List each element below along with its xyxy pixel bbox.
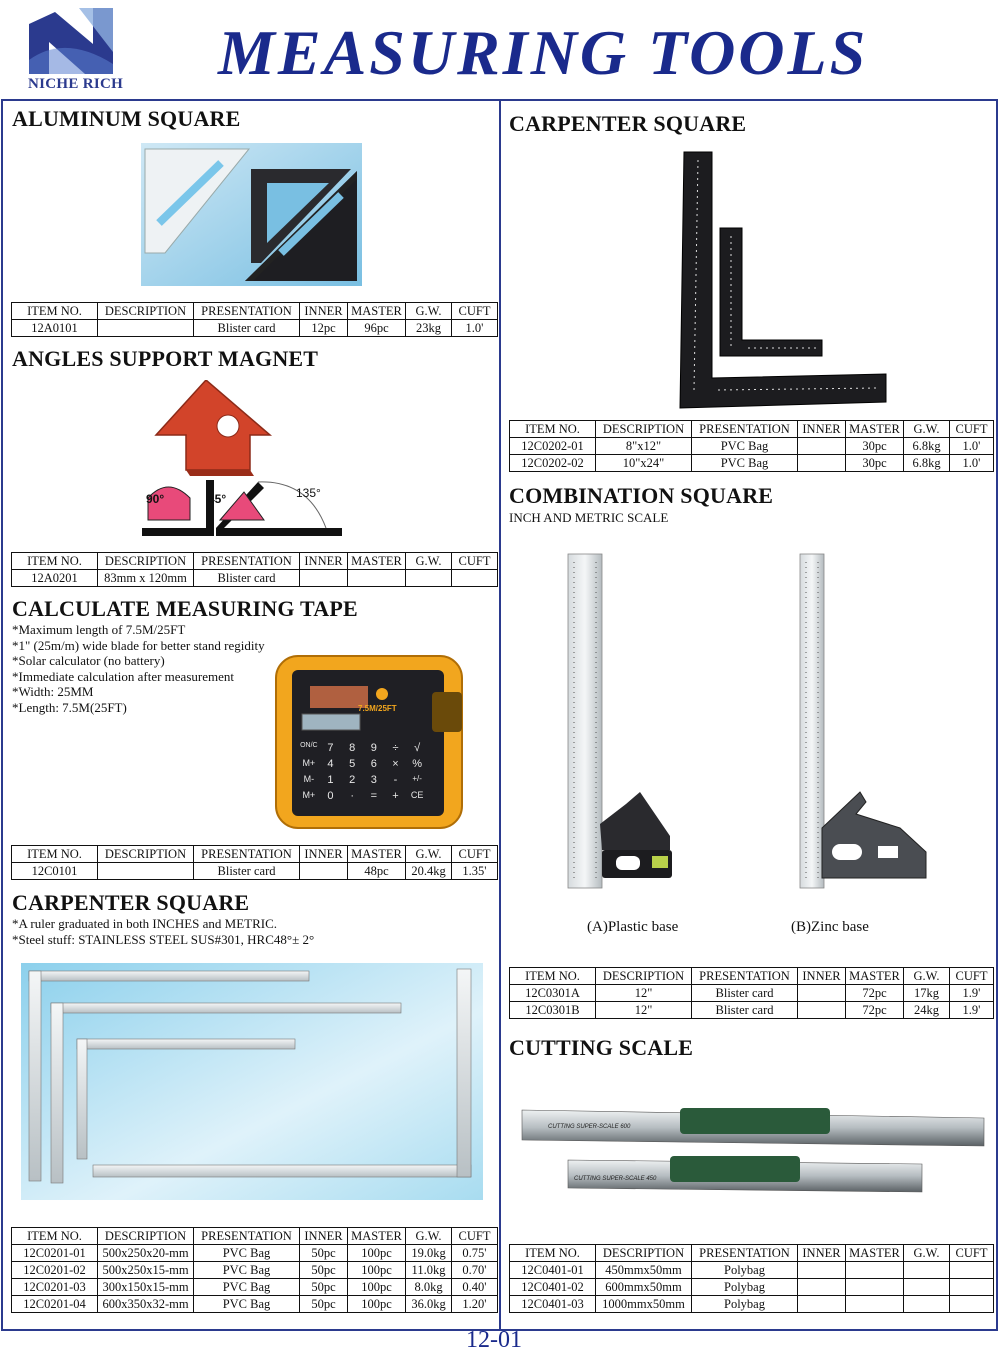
col-item-no: ITEM NO. [12, 303, 98, 320]
carpenter-square-right-table: ITEM NO. DESCRIPTION PRESENTATION INNER MASTER G.W. CUFT 12C0202-01 8"x12" PVC Bag 30pc 6.8kg 1.0' 12C0202-02 10"x24" PVC Bag 30pc 6.8kg 1.0' [509, 420, 994, 472]
angle-45-label: 45° [208, 492, 227, 506]
col-inner: INNER [300, 303, 348, 320]
page-number: 12-01 [466, 1327, 522, 1353]
table-row: 12A0201 83mm x 120mm Blister card [12, 570, 498, 587]
calculator-keypad: ON/C 7 8 9 ÷ √ M+ 4 5 6 × % M- 1 2 3 - +/- M+ 0 · = + CE [300, 742, 424, 802]
angles-magnet-table: ITEM NO. DESCRIPTION PRESENTATION INNER MASTER G.W. CUFT 12A0201 83mm x 120mm Blister card [11, 552, 498, 587]
measuring-tape-image [272, 652, 468, 838]
table-row: 12C0202-02 10"x24" PVC Bag 30pc 6.8kg 1.0' [510, 455, 994, 472]
col-cuft: CUFT [452, 303, 498, 320]
angles-magnet-image [138, 380, 348, 542]
carpenter-square-left-table: ITEM NO. DESCRIPTION PRESENTATION INNER MASTER G.W. CUFT 12C0201-01 500x250x20-mm PVC Bag 50pc 100pc 19.0kg 0.75' 12C0201-02 500x250x15-mm PVC Bag 50pc 100pc 11.0kg 0.70' 12C0201-03 300x150x15-mm PVC Bag 50pc 100pc 8.0kg 0.40' 12C0201-04 600x350x32-mm PVC Bag 50pc 100pc 36.0kg 1.20' [11, 1227, 498, 1313]
combination-square-title: COMBINATION SQUARE [509, 483, 774, 508]
brand-name: NICHE RICH [28, 76, 124, 92]
tape-size-label: 7.5M/25FT [358, 704, 397, 713]
col-presentation: PRESENTATION [194, 303, 300, 320]
cutting-scale-image [520, 1104, 986, 1200]
tape-features: *Maximum length of 7.5M/25FT *1" (25m/m) wide blade for better stand regidity *Solar calculator (no battery) *Immediate calculation after measurement *Width: 25MM *Length: 7.5M(25FT) [12, 622, 265, 715]
cutting-scale-title: CUTTING SCALE [509, 1035, 694, 1060]
table-row: 12A0101 Blister card 12pc 96pc 23kg 1.0' [12, 320, 498, 337]
table-row: 12C0201-01 500x250x20-mm PVC Bag 50pc 100pc 19.0kg 0.75' [12, 1245, 498, 1262]
plastic-base-caption: (A)Plastic base [587, 919, 679, 935]
cutting-scale-450-label: CUTTING SUPER-SCALE 450 [574, 1176, 657, 1182]
angle-135-label: 135° [296, 486, 321, 500]
carpenter-square-features: *A ruler graduated in both INCHES and METRIC. *Steel stuff: STAINLESS STEEL SUS#301, HRC48°± 2° [12, 916, 315, 947]
table-row: 12C0401-01 450mmx50mm Polybag [510, 1262, 994, 1279]
page-title: MEASURING TOOLS [218, 17, 869, 88]
table-row: 12C0301B 12" Blister card 72pc 24kg 1.9' [510, 1002, 994, 1019]
angles-magnet-title: ANGLES SUPPORT MAGNET [12, 346, 319, 371]
combination-square-image [560, 552, 940, 892]
aluminum-square-table [11, 302, 498, 337]
aluminum-square-title: ALUMINUM SQUARE [12, 106, 241, 131]
carpenter-square-left-image [21, 963, 483, 1200]
cutting-scale-600-label: CUTTING SUPER-SCALE 600 [548, 1124, 631, 1130]
column-divider [499, 99, 501, 1331]
table-row: 12C0301A 12" Blister card 72pc 17kg 1.9' [510, 985, 994, 1002]
table-row: 12C0201-03 300x150x15-mm PVC Bag 50pc 100pc 8.0kg 0.40' [12, 1279, 498, 1296]
zinc-base-caption: (B)Zinc base [791, 919, 869, 935]
table-row: 12C0401-03 1000mmx50mm Polybag [510, 1296, 994, 1313]
measuring-tape-title: CALCULATE MEASURING TAPE [12, 596, 358, 621]
table-row: 12C0401-02 600mmx50mm Polybag [510, 1279, 994, 1296]
combination-square-subtitle: INCH AND METRIC SCALE [509, 510, 669, 525]
table-row: 12C0101 Blister card 48pc 20.4kg 1.35' [12, 863, 498, 880]
table-row: 12C0201-04 600x350x32-mm PVC Bag 50pc 100pc 36.0kg 1.20' [12, 1296, 498, 1313]
aluminum-square-image [141, 143, 362, 286]
carpenter-square-right-title: CARPENTER SQUARE [509, 111, 747, 136]
page-header [0, 0, 1000, 98]
col-master: MASTER [348, 303, 406, 320]
carpenter-square-left-title: CARPENTER SQUARE [12, 890, 250, 915]
table-row: 12C0201-02 500x250x15-mm PVC Bag 50pc 100pc 11.0kg 0.70' [12, 1262, 498, 1279]
cutting-scale-table: ITEM NO. DESCRIPTION PRESENTATION INNER MASTER G.W. CUFT 12C0401-01 450mmx50mm Polybag 12C0401-02 600mmx50mm Polybag 12C0401-03 1000mmx50mm Polybag [509, 1244, 994, 1313]
col-gw: G.W. [406, 303, 452, 320]
measuring-tape-table: ITEM NO. DESCRIPTION PRESENTATION INNER MASTER G.W. CUFT 12C0101 Blister card 48pc 20.4kg 1.35' [11, 845, 498, 880]
combination-square-table: ITEM NO. DESCRIPTION PRESENTATION INNER MASTER G.W. CUFT 12C0301A 12" Blister card 72pc 17kg 1.9' 12C0301B 12" Blister card 72pc 24kg 1.9' [509, 967, 994, 1019]
carpenter-square-right-image [668, 150, 888, 410]
table-row: 12C0202-01 8"x12" PVC Bag 30pc 6.8kg 1.0' [510, 438, 994, 455]
col-description: DESCRIPTION [98, 303, 194, 320]
angle-90-label: 90° [146, 492, 165, 506]
